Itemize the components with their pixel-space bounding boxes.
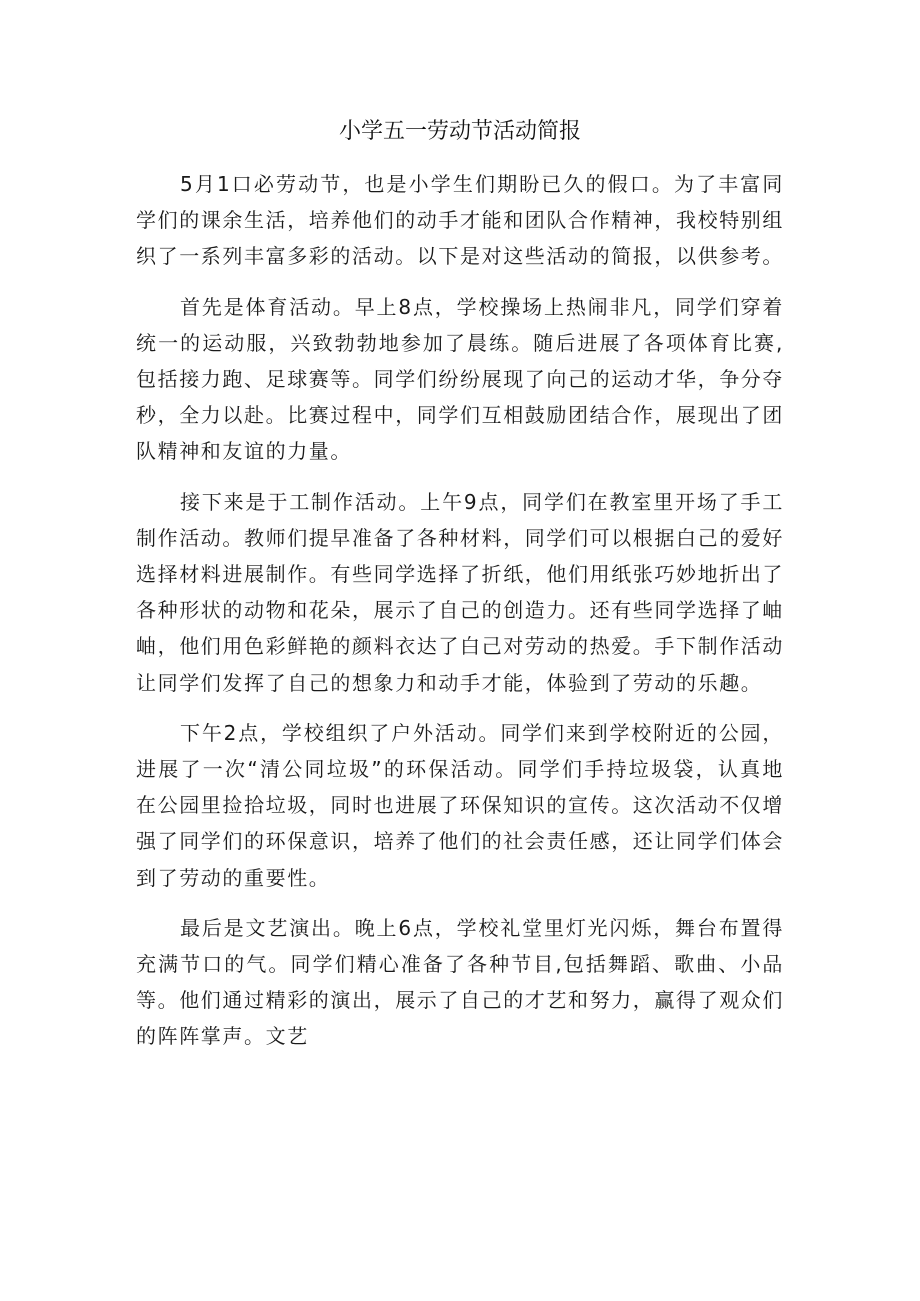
paragraph-intro: 5月1口必劳动节，也是小学生们期盼已久的假口。为了丰富同学们的课余生活，培养他们的动手才能和团队合作精神，我校特别组织了一系列丰富多彩的活动。以下是对这些活动的简报，以供参考。 [136,172,784,269]
paragraph-sports-activities: 首先是体育活动。早上8点，学校操场上热闹非凡，同学们穿着统一的运动服，兴致勃勃地参加了晨练。随后进展了各项体育比赛,包括接力跑、足球赛等。同学们纷纷展现了向己的运动才华，争分夺秒，全力以赴。比赛过程中，同学们互相鼓励团结合作，展现出了团队精神和友谊的力量。 [136,294,784,464]
paragraph-handcraft-activities: 接下来是于工制作活动。上午9点，同学们在教室里开场了手工制作活动。教师们提早准备了各种材料，同学们可以根据白己的爱好选择材料进展制作。有些同学选择了折纸，他们用纸张巧妙地折出了各种形状的动物和花朵，展示了自己的创造力。还有些同学选择了岫岫，他们用色彩鲜艳的颜料衣达了白己对劳动的热爱。手下制作活动让同学们发挥了自己的想象力和动手才能，体验到了劳动的乐趣。 [136,489,784,695]
paragraph-outdoor-activities: 下午2点，学校组织了户外活动。同学们来到学校附近的公园，进展了一次“清公同垃圾”的环保活动。同学们手持垃圾袋，认真地在公园里捡拾垃圾，同时也进展了环保知识的宣传。这次活动不仅增强了同学们的环保意识，培养了他们的社会责任感，还让同学们体会到了劳动的重要性。 [136,720,784,890]
paragraph-performance: 最后是文艺演出。晚上6点，学校礼堂里灯光闪烁，舞台布置得充满节口的气。同学们精心准备了各种节目,包括舞蹈、歌曲、小品等。他们通过精彩的演出，展示了自己的才艺和努力，赢得了观众们的阵阵掌声。文艺 [136,915,784,1049]
document-title: 小学五一劳动节活动简报 [338,119,581,144]
document-body [136,166,784,1055]
